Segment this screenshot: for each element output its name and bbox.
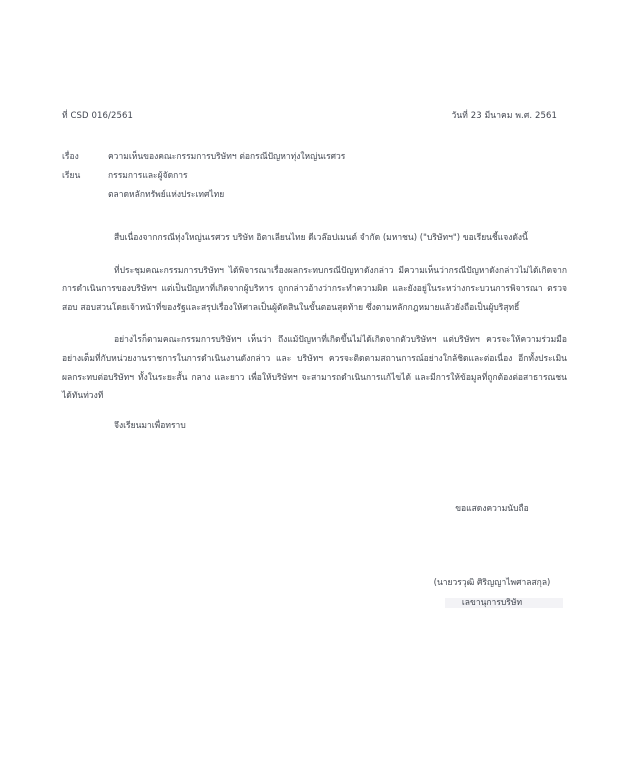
recipient-organization: ตลาดหลักทรัพย์แห่งประเทศไทย	[108, 190, 225, 200]
recipient-row	[62, 167, 567, 186]
signatory-title: เลขานุการบริษัท	[461, 598, 523, 608]
closing-line: จึงเรียนมาเพื่อทราบ	[114, 420, 186, 431]
subject-label: เรื่อง	[62, 152, 79, 162]
paragraph-3	[62, 331, 567, 405]
recipient-value: กรรมการและผู้จัดการ	[108, 171, 188, 181]
letter-paragraphs	[62, 229, 567, 406]
document-date: วันที่ 23 มีนาคม พ.ศ. 2561	[451, 111, 557, 121]
paragraph-2-text: ที่ประชุมคณะกรรมการบริษัทฯ ได้พิจารณาเรื่องผลกระทบกรณีปัญหาดังกล่าว มีความเห็นว่ากรณีปัญหาดังกล่าวไม่ได้เกิดจากการดำเนินการของบริษัทฯ แต่เป็นปัญหาที่เกิดจากผู้บริหาร ถูกกล่าวอ้างว่ากระทำความผิด และยังอยู่ในระหว่างกระบวนการพิจารณา ตรวจสอบ สอบสวนโดยเจ้าหน้าที่ของรัฐและสรุปเรื่องให้ศาลเป็นผู้ตัดสินในขั้นตอนสุดท้าย ซึ่งตามหลักกฎหมายแล้วยังถือเป็นผู้บริสุทธิ์	[62, 265, 567, 313]
signatory-name: (นายวรวุฒิ ศิริญญาไพศาลสกุล)	[433, 578, 551, 588]
signature-block	[392, 500, 592, 612]
document-number: ที่ CSD 016/2561	[62, 111, 134, 121]
paragraph-1	[62, 229, 567, 248]
letter-body	[62, 108, 567, 608]
letter-meta	[62, 148, 567, 205]
letter-header	[62, 108, 567, 122]
paragraph-3-text: อย่างไรก็ตามคณะกรรมการบริษัทฯ เห็นว่า ถึงแม้ปัญหาที่เกิดขึ้นไม่ได้เกิดจากตัวบริษัทฯ แต่บริษัทฯ ควรจะให้ความร่วมมืออย่างเต็มที่กับหน่วยงานราชการในการดำเนินงานดังกล่าว และ บริษัทฯ ควรจะติดตามสถานการณ์อย่างใกล้ชิดและต่อเนื่อง อีกทั้งประเมินผลกระทบต่อบริษัทฯ ทั้งในระยะสั้น กลาง และยาว เพื่อให้บริษัทฯ จะสามารถดำเนินการแก้ไขได้ และมีการให้ข้อมูลที่ถูกต้องต่อสาธารณชนได้ทันท่วงที	[62, 335, 567, 402]
signature-regards: ขอแสดงความนับถือ	[455, 504, 529, 514]
subject-row	[62, 148, 567, 167]
paragraph-2	[62, 262, 567, 318]
paragraph-1-text: สืบเนื่องจากกรณีทุ่งใหญ่นเรศวร บริษัท อิตาเลียนไทย ดีเวล๊อปเมนต์ จำกัด (มหาชน) ("บริษัทฯ") ขอเรียนชี้แจงดังนี้	[114, 233, 528, 243]
subject-value: ความเห็นของคณะกรรมการบริษัทฯ ต่อกรณีปัญหาทุ่งใหญ่นเรศวร	[108, 152, 346, 162]
recipient-label: เรียน	[62, 171, 81, 181]
